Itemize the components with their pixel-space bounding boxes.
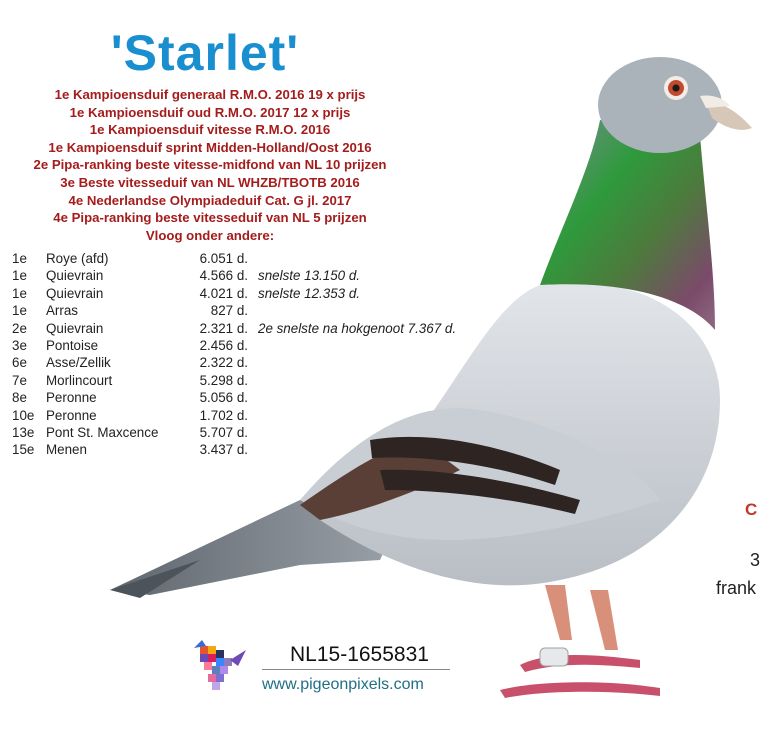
result-note: snelste 13.150 d. [258,268,360,284]
pigeon-name-title: 'Starlet' [110,25,300,81]
result-location: Morlincourt [46,372,113,388]
result-place: 1e [12,251,27,266]
result-location: Quievrain [46,320,104,336]
cropped-edge-text: C [745,500,758,519]
result-place: 6e [12,355,27,371]
result-place: 8e [12,390,27,406]
results-heading: Vloog onder andere: [145,227,275,243]
cropped-edge-text: frank [716,578,757,598]
result-location: Peronne [46,407,97,423]
result-location: Pont St. Maxcence [46,424,159,440]
result-location: Peronne [46,390,97,406]
result-birds: 6.051 d. [199,251,248,266]
result-note: 2e snelste na hokgenoot 7.367 d. [258,320,457,336]
prize-line: 2e Pipa-ranking beste vitesse-midfond van NL 10 prijzen [33,157,387,173]
result-birds: 2.321 d. [199,320,248,336]
ring-number: NL15-1655831 [290,643,429,666]
result-location: Pontoise [46,337,99,353]
result-place: 3e [12,337,27,353]
result-location: Quievrain [46,285,104,301]
prize-line: 1e Kampioensduif generaal R.M.O. 2016 19 x prijs [54,87,366,102]
result-note: snelste 12.353 d. [258,285,360,301]
result-place: 10e [12,407,35,423]
result-place: 1e [12,303,27,319]
result-birds: 1.702 d. [199,407,248,423]
result-birds: 4.021 d. [199,285,248,301]
website-link[interactable]: www.pigeonpixels.com [262,676,424,693]
result-location: Menen [46,442,87,458]
result-birds: 5.707 d. [199,424,248,440]
prize-line: 1e Kampioensduif vitesse R.M.O. 2016 [89,122,331,138]
result-birds: 4.566 d. [199,268,248,284]
result-location: Arras [46,303,78,319]
result-place: 7e [12,372,27,388]
result-birds: 5.056 d. [199,390,248,406]
result-place: 13e [12,424,35,440]
result-location: Quievrain [46,268,104,284]
result-location: Asse/Zellik [46,355,111,371]
prize-line: 1e Kampioensduif oud R.M.O. 2017 12 x prijs [69,104,351,120]
result-birds: 2.456 d. [199,337,248,353]
prize-line: 3e Beste vitesseduif van NL WHZB/TBOTB 2016 [60,174,360,190]
prize-line: 4e Pipa-ranking beste vitesseduif van NL 5 prijzen [53,210,367,226]
result-birds: 827 d. [210,303,248,319]
result-birds: 5.298 d. [199,372,248,388]
prize-line: 1e Kampioensduif sprint Midden-Holland/Oost 2016 [48,139,372,155]
pigeonpixels-logo [186,636,252,696]
prize-list [0,86,420,244]
result-place: 15e [12,442,35,458]
result-location: Roye (afd) [46,251,109,266]
result-place: 2e [12,320,27,336]
result-place: 1e [12,285,27,301]
divider [262,669,450,670]
result-place: 1e [12,268,27,284]
prize-line: 4e Nederlandse Olympiadeduif Cat. G jl. 2017 [68,192,352,208]
result-birds: 3.437 d. [199,442,248,458]
cropped-edge-text: 3 [750,550,760,570]
result-birds: 2.322 d. [199,355,248,371]
